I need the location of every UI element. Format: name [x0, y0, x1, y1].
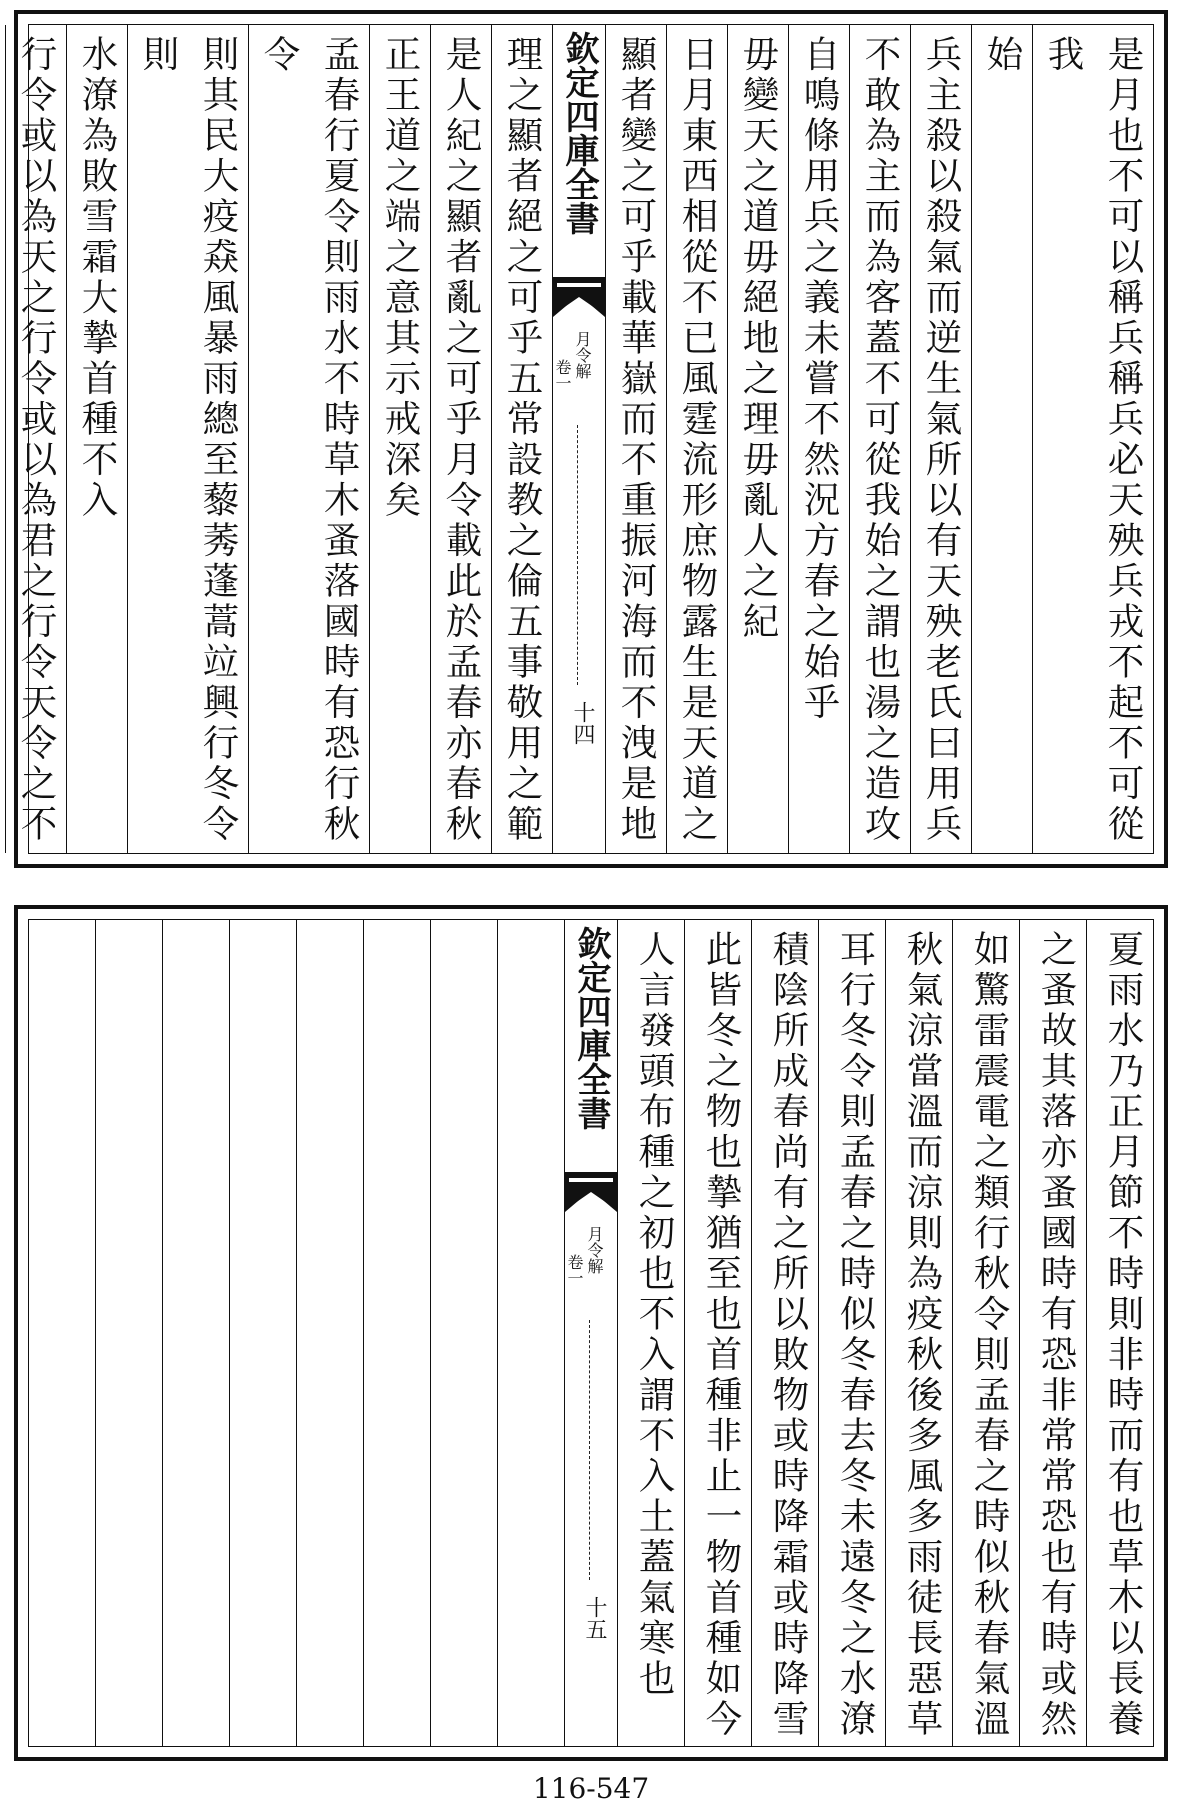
text-column	[818, 920, 885, 1746]
column-text: 孟春行夏令則雨水不時草木蚤落國時有恐行秋令	[258, 35, 361, 845]
text-column	[369, 25, 430, 853]
column-text: 此皆冬之物也摯猶至也首種非止一物首種如今	[700, 930, 743, 1740]
text-column	[1032, 25, 1153, 853]
column-text: 理之顯者絕之可乎五常設教之倫五事敬用之範	[501, 35, 544, 845]
column-text: 之蚤故其落亦蚤國時有恐非常常恐也有時或然	[1035, 930, 1078, 1740]
column-text: 是月也不可以稱兵稱兵必天殃兵戎不起不可從我	[1042, 35, 1145, 845]
column-text: 人言發頭布種之初也不入謂不入土蓋氣寒也	[633, 930, 676, 1700]
top-page	[14, 10, 1168, 868]
column-text: 耳行冬令則孟春之時似冬春去冬未遠冬之水潦	[834, 930, 877, 1740]
chapter-title: 月令解	[585, 1226, 604, 1274]
fishtail-mark-icon	[565, 1172, 617, 1212]
text-column	[605, 25, 666, 853]
text-column	[296, 920, 363, 1746]
column-text: 正王道之端之意其示戒深矣	[379, 35, 422, 521]
fold-dashed-line	[577, 425, 579, 685]
text-column	[910, 25, 971, 853]
column-text: 是人紀之顯者亂之可乎月令載此於孟春亦春秋	[440, 35, 483, 845]
column-text: 毋變天之道毋絕地之理毋亂人之紀	[737, 35, 780, 643]
column-text	[0, 35, 5, 853]
center-fold	[552, 25, 605, 853]
text-column	[248, 25, 369, 853]
column-text: 始	[981, 35, 1024, 76]
text-column	[971, 25, 1032, 853]
volume-label: 卷一	[553, 359, 572, 391]
page-reference-number: 116-547	[532, 1772, 650, 1805]
text-column	[363, 920, 430, 1746]
top-page-frame	[15, 24, 1154, 854]
center-fold	[564, 920, 617, 1746]
page-number: 十四	[570, 701, 595, 745]
text-column	[95, 920, 162, 1746]
text-column	[29, 920, 95, 1746]
text-column	[430, 920, 497, 1746]
text-column	[952, 920, 1019, 1746]
fishtail-mark-icon	[553, 277, 605, 317]
book-title: 欽定四庫全書	[571, 926, 611, 1130]
text-column	[885, 920, 952, 1746]
text-column	[1086, 920, 1153, 1746]
text-column	[127, 25, 248, 853]
text-column	[497, 920, 564, 1746]
text-column	[0, 25, 5, 853]
text-column	[727, 25, 788, 853]
column-text: 不敢為主而為客蓋不可從我始之謂也湯之造攻	[859, 35, 902, 845]
text-column	[666, 25, 727, 853]
text-column	[751, 920, 818, 1746]
text-column	[1019, 920, 1086, 1746]
column-text: 行令或以為天之行令或以為君之行令天令之不	[15, 35, 58, 845]
text-column	[162, 920, 229, 1746]
book-title: 欽定四庫全書	[559, 31, 599, 235]
column-text: 積陰所成春尚有之所以敗物或時降霜或時降雪	[767, 930, 810, 1740]
column-text: 日月東西相從不已風霆流形庶物露生是天道之	[676, 35, 719, 845]
text-column	[684, 920, 751, 1746]
text-column	[229, 920, 296, 1746]
text-column	[491, 25, 552, 853]
column-text: 顯者變之可乎載華嶽而不重振河海而不洩是地	[615, 35, 658, 845]
text-column	[430, 25, 491, 853]
column-text: 夏雨水乃正月節不時則非時而有也草木以長養	[1102, 930, 1145, 1740]
column-text: 則其民大疫猋風暴雨總至藜莠蓬蒿竝興行冬令則	[137, 35, 240, 845]
text-column	[66, 25, 127, 853]
volume-label: 卷一	[565, 1254, 584, 1286]
column-text: 水潦為敗雪霜大摯首種不入	[76, 35, 119, 521]
text-column	[5, 25, 66, 853]
text-column	[849, 25, 910, 853]
fold-dashed-line	[589, 1320, 591, 1580]
bottom-page	[14, 905, 1168, 1761]
bottom-page-frame	[28, 919, 1154, 1747]
text-column	[617, 920, 684, 1746]
column-text: 秋氣涼當溫而涼則為疫秋後多風多雨徒長惡草	[901, 930, 944, 1740]
column-text: 兵主殺以殺氣而逆生氣所以有天殃老氏曰用兵	[920, 35, 963, 845]
chapter-title: 月令解	[573, 331, 592, 379]
page-number: 十五	[582, 1596, 607, 1640]
column-text: 如驚雷震電之類行秋令則孟春之時似秋春氣溫	[968, 930, 1011, 1740]
column-text: 自鳴條用兵之義未嘗不然況方春之始乎	[798, 35, 841, 724]
text-column	[788, 25, 849, 853]
